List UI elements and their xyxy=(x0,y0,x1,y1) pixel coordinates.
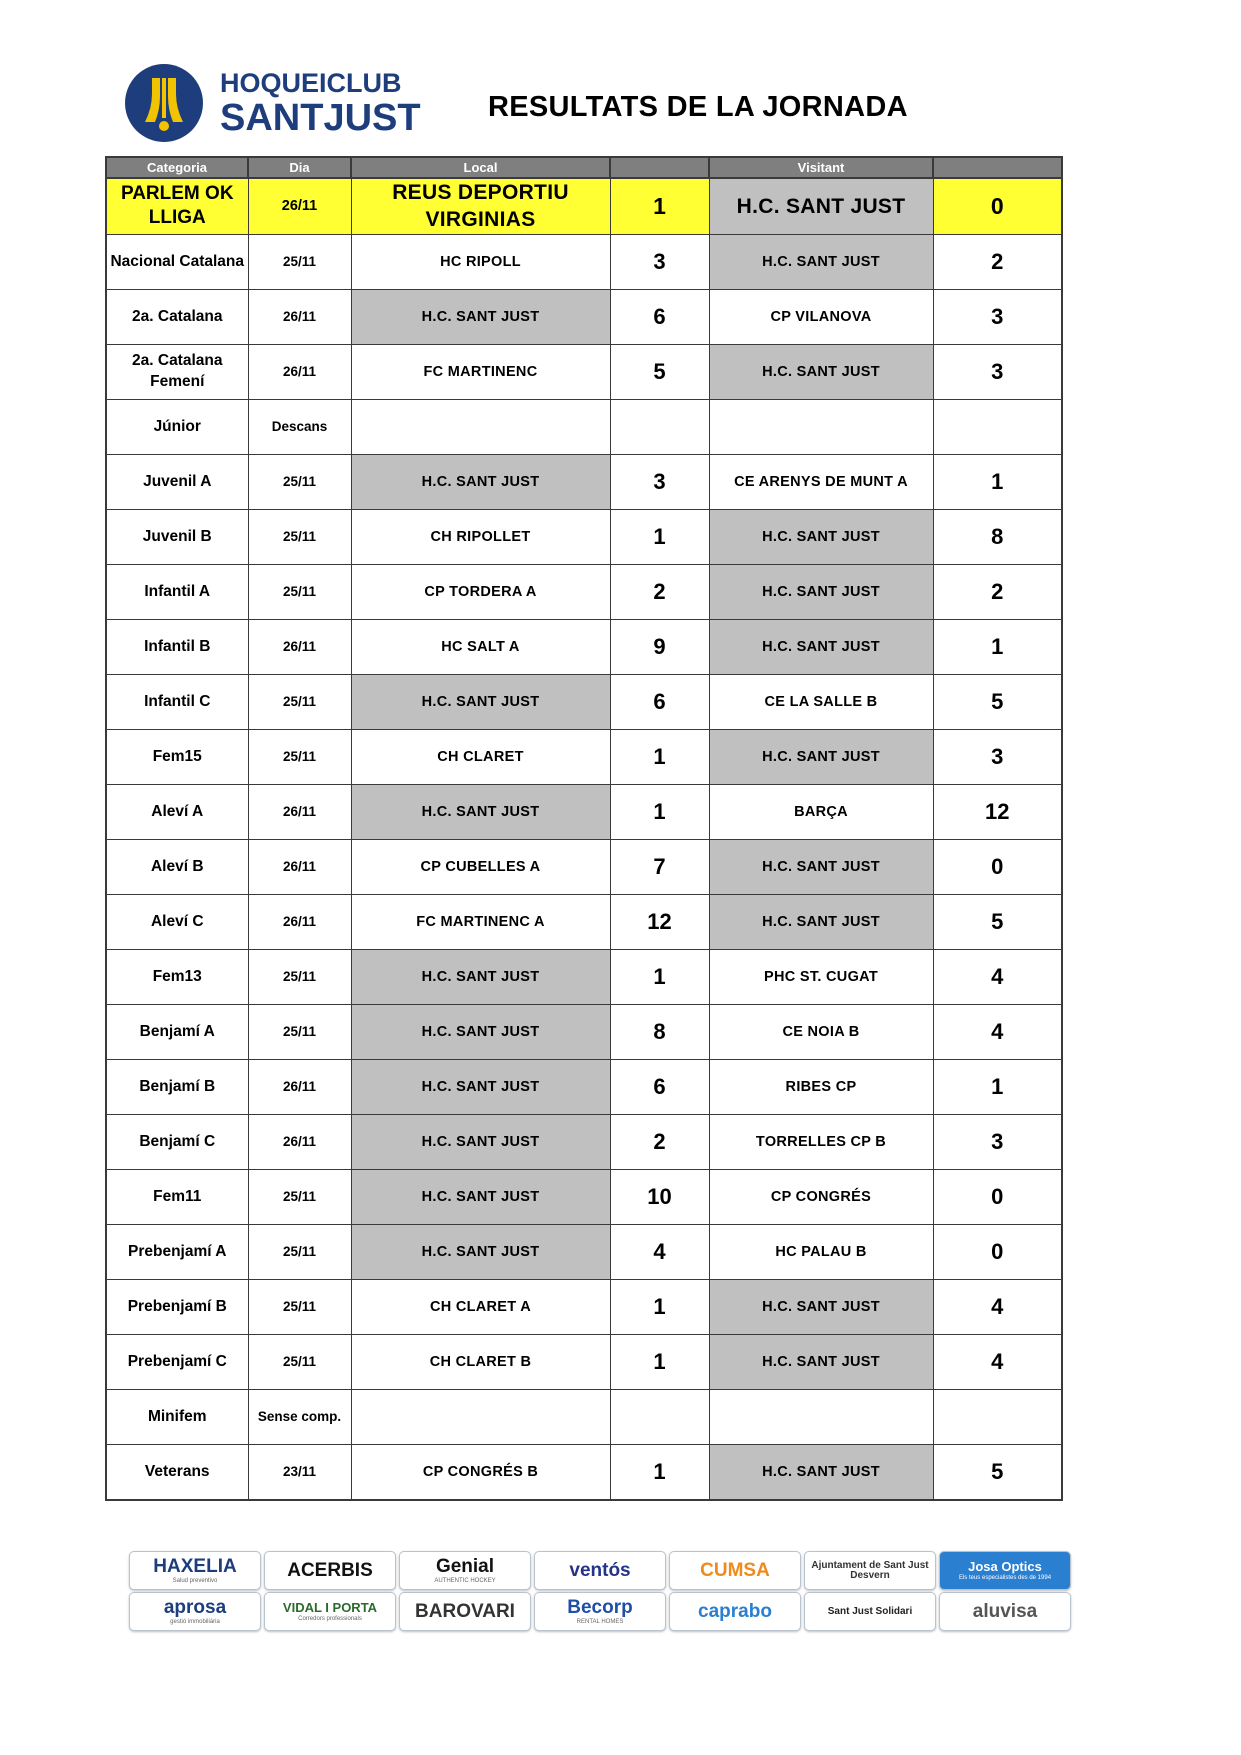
visitant-team-cell: H.C. SANT JUST xyxy=(709,509,933,564)
visitant-score-cell: 4 xyxy=(933,1279,1062,1334)
category-cell: Aleví C xyxy=(106,894,248,949)
sponsor-logo xyxy=(129,1592,261,1631)
local-score-cell: 3 xyxy=(610,454,709,509)
visitant-score-cell: 1 xyxy=(933,454,1062,509)
local-team-cell: CP CONGRÉS B xyxy=(351,1444,610,1500)
visitant-score-cell: 12 xyxy=(933,784,1062,839)
visitant-team-cell: HC PALAU B xyxy=(709,1224,933,1279)
table-row xyxy=(106,454,1062,509)
local-score-cell: 2 xyxy=(610,564,709,619)
table-row xyxy=(106,1279,1062,1334)
local-team-cell: H.C. SANT JUST xyxy=(351,1224,610,1279)
sponsor-logo xyxy=(669,1551,801,1590)
logo-line1: HOQUEICLUB xyxy=(220,68,402,98)
col-header-day: Dia xyxy=(248,157,351,178)
day-cell: 25/11 xyxy=(248,564,351,619)
day-cell: 26/11 xyxy=(248,839,351,894)
visitant-team-cell: H.C. SANT JUST xyxy=(709,1279,933,1334)
local-team-cell: FC MARTINENC xyxy=(351,344,610,399)
visitant-score-cell: 4 xyxy=(933,949,1062,1004)
local-team-cell xyxy=(351,399,610,454)
local-score-cell: 1 xyxy=(610,1334,709,1389)
table-row xyxy=(106,839,1062,894)
visitant-score-cell: 4 xyxy=(933,1004,1062,1059)
visitant-team-cell: CE NOIA B xyxy=(709,1004,933,1059)
local-score-cell: 1 xyxy=(610,178,709,234)
visitant-team-cell: H.C. SANT JUST xyxy=(709,344,933,399)
table-row xyxy=(106,1224,1062,1279)
category-cell: Infantil C xyxy=(106,674,248,729)
day-cell: 25/11 xyxy=(248,1169,351,1224)
category-cell: Fem13 xyxy=(106,949,248,1004)
local-score-cell: 4 xyxy=(610,1224,709,1279)
sponsor-name: Josa Optics xyxy=(968,1559,1042,1574)
visitant-score-cell: 2 xyxy=(933,564,1062,619)
table-row xyxy=(106,949,1062,1004)
visitant-team-cell: H.C. SANT JUST xyxy=(709,1334,933,1389)
local-score-cell: 9 xyxy=(610,619,709,674)
category-cell: Fem11 xyxy=(106,1169,248,1224)
featured-match-row xyxy=(106,178,1062,234)
visitant-team-cell: H.C. SANT JUST xyxy=(709,729,933,784)
sponsor-logo xyxy=(534,1551,666,1590)
sponsor-tagline: RENTAL HOMES xyxy=(576,1619,624,1625)
local-score-cell xyxy=(610,1389,709,1444)
day-cell: 26/11 xyxy=(248,784,351,839)
sponsor-logo xyxy=(129,1551,261,1590)
sponsor-logo xyxy=(264,1551,396,1590)
local-score-cell: 6 xyxy=(610,674,709,729)
table-row xyxy=(106,1334,1062,1389)
category-cell: Prebenjamí B xyxy=(106,1279,248,1334)
local-team-cell: HC SALT A xyxy=(351,619,610,674)
local-score-cell: 5 xyxy=(610,344,709,399)
day-cell: 26/11 xyxy=(248,289,351,344)
table-row xyxy=(106,1114,1062,1169)
local-team-cell: FC MARTINENC A xyxy=(351,894,610,949)
local-score-cell: 6 xyxy=(610,1059,709,1114)
sponsor-tagline: gestió immobiliària xyxy=(170,1619,220,1625)
category-cell: Infantil A xyxy=(106,564,248,619)
sponsor-logo xyxy=(534,1592,666,1631)
category-cell: 2a. Catalana Femení xyxy=(106,344,248,399)
visitant-score-cell xyxy=(933,399,1062,454)
table-row xyxy=(106,729,1062,784)
table-header-row xyxy=(106,157,1062,178)
visitant-team-cell xyxy=(709,399,933,454)
day-cell: Descans xyxy=(248,399,351,454)
sponsor-name: ventós xyxy=(569,1560,631,1581)
local-team-cell: CP TORDERA A xyxy=(351,564,610,619)
category-cell: Juvenil A xyxy=(106,454,248,509)
col-header-visitant-score xyxy=(933,157,1062,178)
category-cell: Juvenil B xyxy=(106,509,248,564)
local-team-cell: H.C. SANT JUST xyxy=(351,784,610,839)
sponsor-tagline: AUTHENTIC HOCKEY xyxy=(434,1578,496,1584)
day-cell: 25/11 xyxy=(248,1224,351,1279)
category-cell: Nacional Catalana xyxy=(106,234,248,289)
table-row xyxy=(106,344,1062,399)
local-score-cell: 1 xyxy=(610,784,709,839)
col-header-local: Local xyxy=(351,157,610,178)
table-row xyxy=(106,1059,1062,1114)
local-score-cell: 2 xyxy=(610,1114,709,1169)
local-team-cell: CH RIPOLLET xyxy=(351,509,610,564)
table-row xyxy=(106,509,1062,564)
category-cell: Benjamí C xyxy=(106,1114,248,1169)
table-row xyxy=(106,1169,1062,1224)
local-team-cell: CH CLARET xyxy=(351,729,610,784)
col-header-visitant: Visitant xyxy=(709,157,933,178)
sponsor-name: ACERBIS xyxy=(287,1560,373,1581)
col-header-local-score xyxy=(610,157,709,178)
logo-line2: SANTJUST xyxy=(220,97,421,139)
visitant-score-cell: 5 xyxy=(933,674,1062,729)
local-team-cell: REUS DEPORTIU VIRGINIAS xyxy=(351,178,610,234)
visitant-team-cell: BARÇA xyxy=(709,784,933,839)
sponsor-name: Ajuntament de Sant Just Desvern xyxy=(811,1559,929,1581)
table-row xyxy=(106,1444,1062,1500)
day-cell: 26/11 xyxy=(248,894,351,949)
category-cell: Aleví B xyxy=(106,839,248,894)
visitant-team-cell: CE LA SALLE B xyxy=(709,674,933,729)
visitant-team-cell: CP CONGRÉS xyxy=(709,1169,933,1224)
visitant-score-cell: 3 xyxy=(933,729,1062,784)
day-cell: 25/11 xyxy=(248,234,351,289)
sponsor-name: VIDAL I PORTA xyxy=(282,1600,378,1615)
visitant-score-cell: 0 xyxy=(933,178,1062,234)
local-team-cell: CH CLARET A xyxy=(351,1279,610,1334)
day-cell: 25/11 xyxy=(248,509,351,564)
visitant-score-cell: 0 xyxy=(933,1224,1062,1279)
category-cell: Aleví A xyxy=(106,784,248,839)
local-score-cell: 3 xyxy=(610,234,709,289)
visitant-score-cell xyxy=(933,1389,1062,1444)
sponsor-logo xyxy=(264,1592,396,1631)
day-cell: 25/11 xyxy=(248,949,351,1004)
day-cell: Sense comp. xyxy=(248,1389,351,1444)
sponsor-name: caprabo xyxy=(698,1601,772,1622)
category-cell: Fem15 xyxy=(106,729,248,784)
sponsor-name: Sant Just Solidari xyxy=(827,1605,913,1617)
category-cell: PARLEM OK LLIGA xyxy=(106,178,248,234)
day-cell: 23/11 xyxy=(248,1444,351,1500)
table-row xyxy=(106,619,1062,674)
visitant-team-cell: H.C. SANT JUST xyxy=(709,564,933,619)
sponsor-name: aprosa xyxy=(163,1597,227,1618)
visitant-team-cell: H.C. SANT JUST xyxy=(709,234,933,289)
visitant-score-cell: 5 xyxy=(933,894,1062,949)
category-cell: Júnior xyxy=(106,399,248,454)
local-team-cell: H.C. SANT JUST xyxy=(351,289,610,344)
visitant-score-cell: 1 xyxy=(933,1059,1062,1114)
local-score-cell: 12 xyxy=(610,894,709,949)
sponsor-name: aluvisa xyxy=(972,1601,1038,1622)
day-cell: 25/11 xyxy=(248,674,351,729)
day-cell: 26/11 xyxy=(248,1059,351,1114)
local-score-cell: 6 xyxy=(610,289,709,344)
sponsor-name: BAROVARI xyxy=(415,1601,515,1622)
category-cell: Prebenjamí C xyxy=(106,1334,248,1389)
day-cell: 25/11 xyxy=(248,454,351,509)
category-cell: Prebenjamí A xyxy=(106,1224,248,1279)
category-cell: Benjamí B xyxy=(106,1059,248,1114)
local-team-cell: CH CLARET B xyxy=(351,1334,610,1389)
sponsor-name: CUMSA xyxy=(700,1560,770,1581)
sponsor-name: HAXELIA xyxy=(153,1556,237,1577)
sponsor-logo xyxy=(939,1551,1071,1590)
club-crest-icon xyxy=(125,64,203,142)
sponsor-logo xyxy=(939,1592,1071,1631)
table-row xyxy=(106,234,1062,289)
table-row xyxy=(106,784,1062,839)
local-team-cell: H.C. SANT JUST xyxy=(351,674,610,729)
visitant-team-cell: H.C. SANT JUST xyxy=(709,1444,933,1500)
visitant-team-cell: H.C. SANT JUST xyxy=(709,839,933,894)
visitant-team-cell: CP VILANOVA xyxy=(709,289,933,344)
visitant-score-cell: 0 xyxy=(933,1169,1062,1224)
category-cell: Infantil B xyxy=(106,619,248,674)
visitant-score-cell: 5 xyxy=(933,1444,1062,1500)
table-row xyxy=(106,289,1062,344)
day-cell: 25/11 xyxy=(248,729,351,784)
sponsor-tagline: Salud preventivo xyxy=(172,1578,218,1584)
visitant-team-cell xyxy=(709,1389,933,1444)
sponsor-tagline: Corredors professionals xyxy=(298,1616,362,1622)
day-cell: 26/11 xyxy=(248,178,351,234)
visitant-score-cell: 2 xyxy=(933,234,1062,289)
category-cell: Veterans xyxy=(106,1444,248,1500)
local-score-cell: 10 xyxy=(610,1169,709,1224)
visitant-team-cell: CE ARENYS DE MUNT A xyxy=(709,454,933,509)
local-team-cell xyxy=(351,1389,610,1444)
visitant-score-cell: 1 xyxy=(933,619,1062,674)
visitant-team-cell: H.C. SANT JUST xyxy=(709,619,933,674)
day-cell: 25/11 xyxy=(248,1334,351,1389)
local-team-cell: H.C. SANT JUST xyxy=(351,1114,610,1169)
sponsor-logo xyxy=(399,1551,531,1590)
local-team-cell: H.C. SANT JUST xyxy=(351,1059,610,1114)
category-cell: Minifem xyxy=(106,1389,248,1444)
local-score-cell: 1 xyxy=(610,949,709,1004)
local-team-cell: H.C. SANT JUST xyxy=(351,1004,610,1059)
local-team-cell: H.C. SANT JUST xyxy=(351,1169,610,1224)
sponsor-tagline: Els teus especialistes des de 1994 xyxy=(958,1575,1052,1581)
table-row xyxy=(106,564,1062,619)
visitant-score-cell: 0 xyxy=(933,839,1062,894)
visitant-team-cell: H.C. SANT JUST xyxy=(709,894,933,949)
visitant-team-cell: TORRELLES CP B xyxy=(709,1114,933,1169)
local-score-cell: 1 xyxy=(610,729,709,784)
visitant-score-cell: 3 xyxy=(933,344,1062,399)
sponsor-logo xyxy=(804,1592,936,1631)
local-score-cell: 1 xyxy=(610,509,709,564)
sponsor-logo xyxy=(669,1592,801,1631)
local-score-cell xyxy=(610,399,709,454)
local-score-cell: 8 xyxy=(610,1004,709,1059)
col-header-category: Categoria xyxy=(106,157,248,178)
sponsor-name: Genial xyxy=(435,1556,495,1577)
table-row xyxy=(106,1004,1062,1059)
local-score-cell: 1 xyxy=(610,1444,709,1500)
visitant-team-cell: RIBES CP xyxy=(709,1059,933,1114)
visitant-score-cell: 3 xyxy=(933,289,1062,344)
day-cell: 25/11 xyxy=(248,1004,351,1059)
local-score-cell: 7 xyxy=(610,839,709,894)
sponsor-logo xyxy=(804,1551,936,1590)
local-score-cell: 1 xyxy=(610,1279,709,1334)
sponsor-name: Becorp xyxy=(567,1597,633,1618)
club-logo xyxy=(125,64,425,144)
visitant-team-cell: H.C. SANT JUST xyxy=(709,178,933,234)
local-team-cell: CP CUBELLES A xyxy=(351,839,610,894)
sponsor-logo xyxy=(399,1592,531,1631)
local-team-cell: H.C. SANT JUST xyxy=(351,454,610,509)
day-cell: 26/11 xyxy=(248,1114,351,1169)
visitant-team-cell: PHC ST. CUGAT xyxy=(709,949,933,1004)
category-cell: Benjamí A xyxy=(106,1004,248,1059)
local-team-cell: HC RIPOLL xyxy=(351,234,610,289)
local-team-cell: H.C. SANT JUST xyxy=(351,949,610,1004)
day-cell: 25/11 xyxy=(248,1279,351,1334)
table-row xyxy=(106,894,1062,949)
visitant-score-cell: 4 xyxy=(933,1334,1062,1389)
table-row xyxy=(106,399,1062,454)
day-cell: 26/11 xyxy=(248,619,351,674)
page-title: RESULTATS DE LA JORNADA xyxy=(488,91,908,123)
visitant-score-cell: 3 xyxy=(933,1114,1062,1169)
visitant-score-cell: 8 xyxy=(933,509,1062,564)
results-table xyxy=(105,156,1063,1501)
category-cell: 2a. Catalana xyxy=(106,289,248,344)
table-row xyxy=(106,1389,1062,1444)
table-row xyxy=(106,674,1062,729)
day-cell: 26/11 xyxy=(248,344,351,399)
